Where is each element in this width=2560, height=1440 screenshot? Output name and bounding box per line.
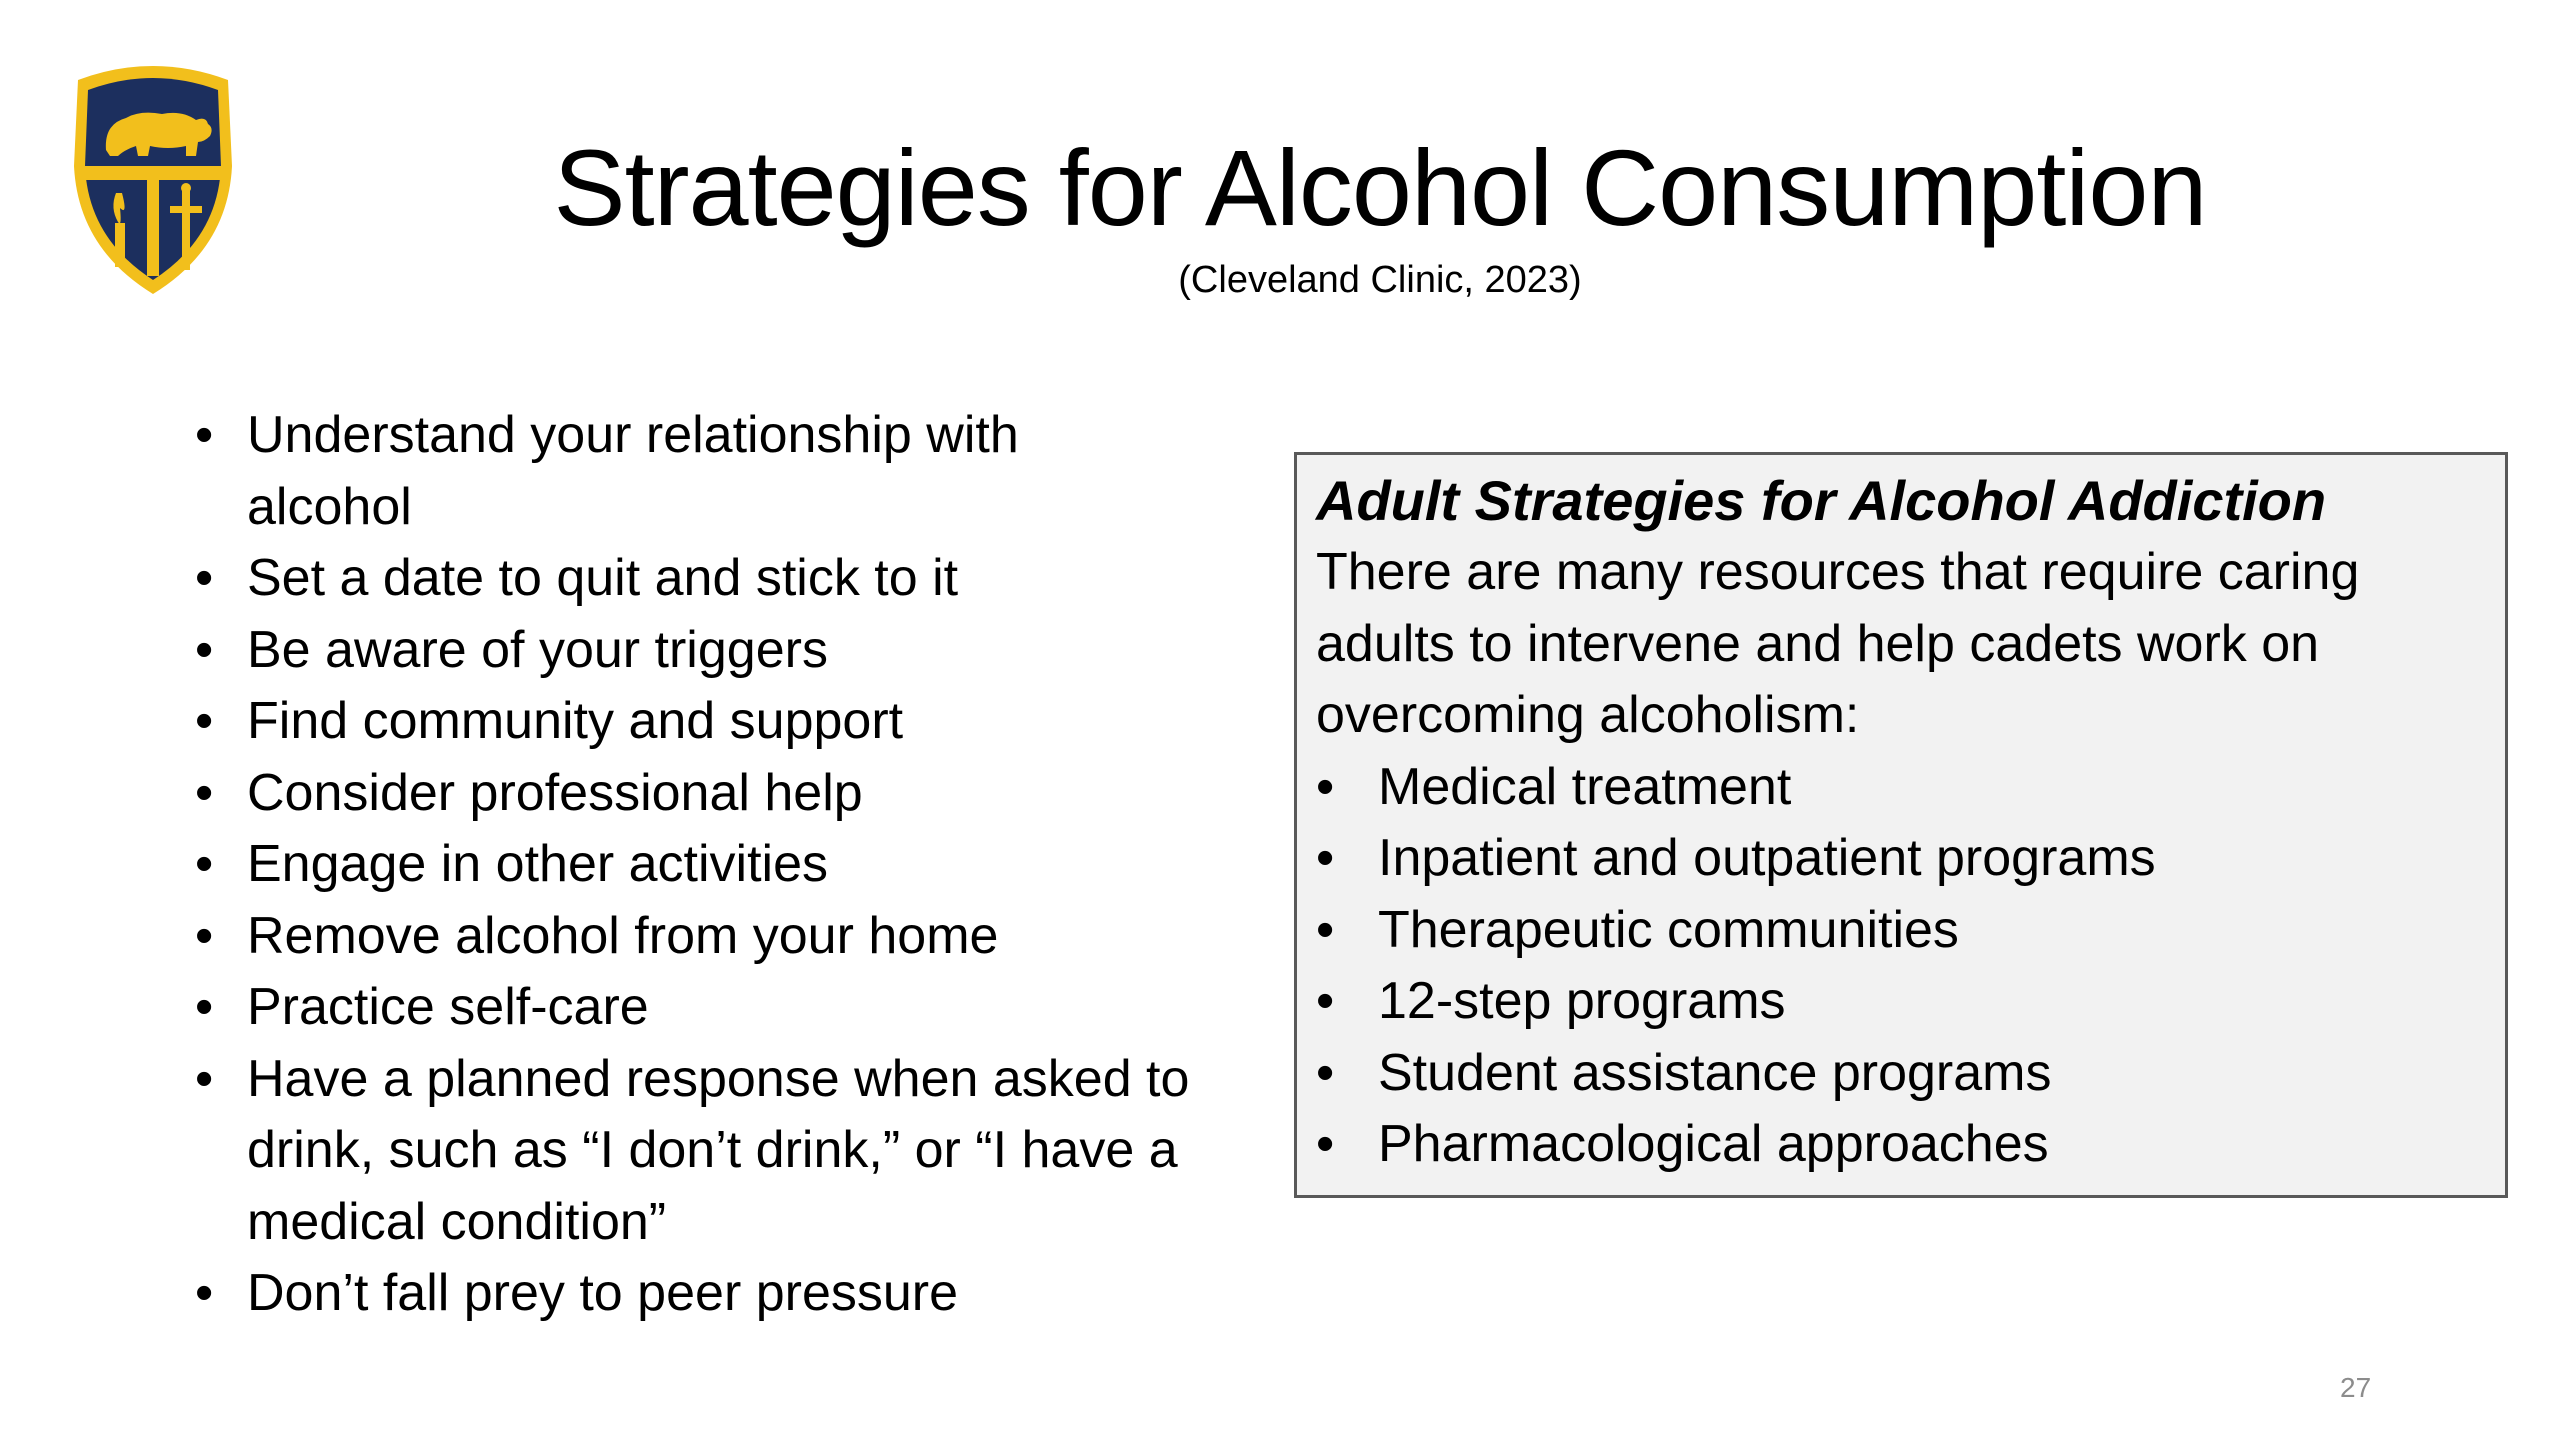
bullet-icon: • — [195, 906, 214, 965]
resource-item — [1316, 823, 2505, 895]
bullet-icon: • — [1316, 1115, 1335, 1173]
strategy-item — [195, 686, 1195, 758]
resource-text: Pharmacological approaches — [1378, 1115, 2049, 1173]
bullet-icon: • — [1316, 900, 1335, 959]
strategy-item — [195, 901, 1195, 973]
resource-item — [1316, 895, 2505, 967]
strategy-text: Set a date to quit and stick to it — [247, 549, 959, 607]
bullet-icon: • — [195, 692, 214, 750]
bullet-icon: • — [195, 835, 214, 893]
resource-item — [1316, 752, 2505, 824]
resource-item — [1316, 1038, 2505, 1110]
strategy-text: Practice self-care — [247, 978, 649, 1036]
strategy-text: Engage in other activities — [247, 835, 829, 893]
strategy-item — [195, 972, 1195, 1044]
strategy-item — [195, 1258, 1195, 1330]
resources-list — [1316, 752, 2505, 1181]
strategy-text: Consider professional help — [247, 763, 863, 822]
bullet-icon: • — [195, 406, 214, 464]
bullet-icon: • — [195, 978, 214, 1036]
resource-text: 12-step programs — [1378, 972, 1786, 1030]
resource-text: Inpatient and outpatient programs — [1378, 829, 2156, 887]
strategy-item — [195, 829, 1195, 901]
bullet-icon: • — [1316, 829, 1335, 887]
adult-strategies-intro: There are many resources that require caring adults to intervene and help cadets work on overcoming alcoholism: — [1316, 543, 2360, 744]
strategy-item — [195, 543, 1195, 615]
strategy-text: Find community and support — [247, 692, 904, 750]
strategies-list — [195, 400, 1195, 1330]
resource-text: Student assistance programs — [1378, 1043, 2052, 1102]
resource-item — [1316, 1109, 2505, 1181]
resource-text: Therapeutic communities — [1378, 900, 1959, 959]
bullet-icon: • — [195, 620, 214, 679]
strategy-text: Have a planned response when asked to drink, such as “I don’t drink,” or “I have a medical condition” — [247, 1049, 1190, 1251]
strategy-text: Don’t fall prey to peer pressure — [247, 1264, 959, 1322]
strategy-text: Remove alcohol from your home — [247, 906, 999, 965]
bullet-icon: • — [195, 1264, 214, 1322]
strategy-item — [195, 615, 1195, 687]
bullet-icon: • — [195, 1049, 214, 1108]
strategy-text: Be aware of your triggers — [247, 620, 828, 679]
bullet-icon: • — [195, 549, 214, 607]
bullet-icon: • — [1316, 1043, 1335, 1102]
resource-text: Medical treatment — [1378, 757, 1792, 816]
bullet-icon: • — [1316, 972, 1335, 1030]
slide-title: Strategies for Alcohol Consumption — [553, 127, 2207, 248]
strategy-item — [195, 400, 1195, 543]
bullet-icon: • — [195, 763, 214, 822]
adult-strategies-heading: Adult Strategies for Alcohol Addiction — [1316, 469, 2327, 532]
adult-strategies-box — [1294, 452, 2508, 1198]
strategy-item — [195, 1044, 1195, 1259]
school-crest-logo — [58, 58, 248, 298]
strategy-item — [195, 758, 1195, 830]
strategy-text: Understand your relationship with alcohol — [247, 406, 1019, 536]
resource-item — [1316, 966, 2505, 1038]
bullet-icon: • — [1316, 757, 1335, 816]
slide-citation: (Cleveland Clinic, 2023) — [1178, 259, 1582, 301]
page-number: 27 — [2340, 1372, 2372, 1403]
